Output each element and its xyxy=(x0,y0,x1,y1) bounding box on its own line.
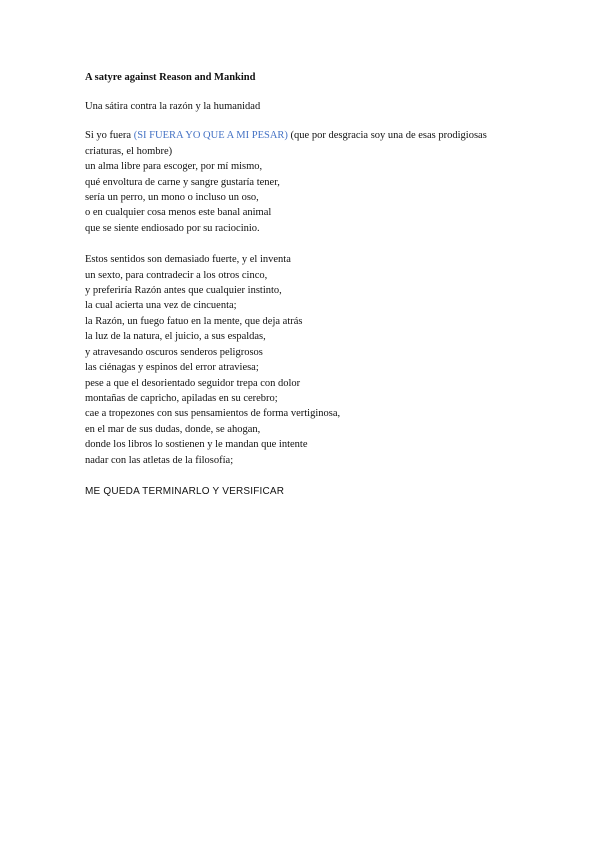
document-body xyxy=(85,70,525,499)
document-subtitle: Una sátira contra la razón y la humanidad xyxy=(85,101,261,112)
stanza-1-first-line xyxy=(85,128,525,159)
verse-line: la luz de la natura, el juicio, a sus espaldas, xyxy=(85,331,266,343)
verse-line: cae a tropezones con sus pensamientos de forma vertiginosa, xyxy=(85,408,341,420)
document-title: A satyre against Reason and Mankind xyxy=(85,72,256,83)
verse-line: la Razón, un fuego fatuo en la mente, que deja atrás xyxy=(85,315,303,327)
editor-note-inline: (SI FUERA YO QUE A MI PESAR) xyxy=(133,130,288,142)
verse-line: que se siente endiosado por su raciocinio. xyxy=(85,222,260,234)
verse-line: qué envoltura de carne y sangre gustaría tener, xyxy=(85,176,280,188)
first-line-start: Si yo fuera xyxy=(85,130,134,142)
verse-line: un alma libre para escoger, por mí mismo, xyxy=(85,161,263,173)
verse-line: pese a que el desorientado seguidor trepa con dolor xyxy=(85,377,301,389)
verse-line: donde los libros lo sostienen y le mandan que intente xyxy=(85,439,308,451)
pending-note: ME QUEDA TERMINARLO Y VERSIFICAR xyxy=(85,485,285,497)
verse-line: un sexto, para contradecir a los otros cinco, xyxy=(85,269,268,281)
verse-line: las ciénagas y espinos del error atraviesa; xyxy=(85,362,259,374)
verse-line: Estos sentidos son demasiado fuerte, y el inventa xyxy=(85,254,291,266)
verse-line: y atravesando oscuros senderos peligrosos xyxy=(85,346,263,358)
verse-line: o en cualquier cosa menos este banal animal xyxy=(85,207,272,219)
stanza-1 xyxy=(85,128,525,236)
stanza-2 xyxy=(85,252,525,468)
verse-line: y preferiría Razón antes que cualquier instinto, xyxy=(85,285,282,297)
verse-line: la cual acierta una vez de cincuenta; xyxy=(85,300,237,312)
verse-line: nadar con las atletas de la filosofía; xyxy=(85,454,234,466)
verse-line: en el mar de sus dudas, donde, se ahogan, xyxy=(85,423,261,435)
verse-line: montañas de capricho, apiladas en su cerebro; xyxy=(85,392,278,404)
verse-line: sería un perro, un mono o incluso un oso, xyxy=(85,192,259,204)
first-line-end: (que por desgracia soy una de esas prodigiosas criaturas, el hombre) xyxy=(85,130,487,157)
